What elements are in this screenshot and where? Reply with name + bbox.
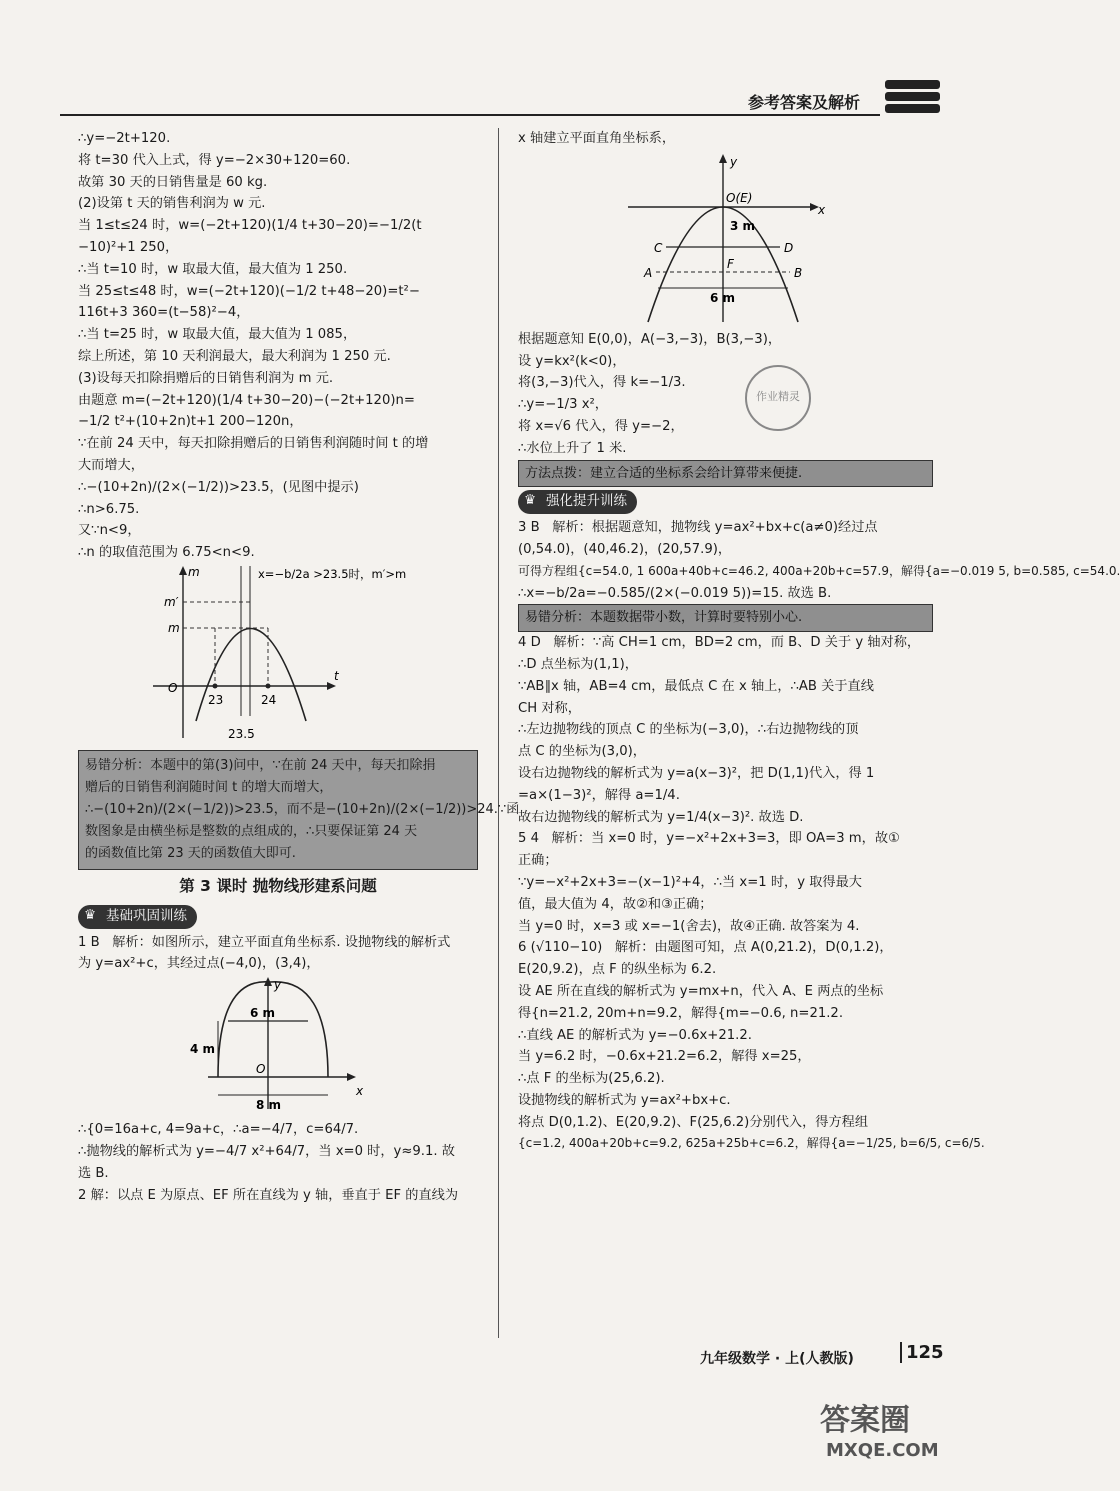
text-line: E(20,9.2)，点 F 的纵坐标为 6.2.: [518, 962, 717, 978]
right-column: [518, 128, 1120, 1155]
text-line: 当 25≤t≤48 时，w=(−2t+120)(−1/2 t+48−20)=t²−: [78, 283, 420, 299]
text-line: 设 AE 所在直线的解析式为 y=mx+n，代入 A、E 两点的坐标: [518, 983, 884, 999]
graph3-6m: 6 m: [710, 290, 736, 305]
text-line: 2 解：以点 E 为原点、EF 所在直线为 y 轴，垂直于 EF 的直线为: [78, 1187, 459, 1203]
graph1-origin: O: [168, 680, 178, 695]
text-line: 由题意 m=(−2t+120)(1/4 t+30−20)−(−2t+120)n=: [78, 392, 415, 408]
text-line: 又∵n<9，: [78, 523, 141, 539]
graph2-6m: 6 m: [250, 1006, 276, 1021]
t-axis-arrow: [327, 682, 336, 690]
text-line: ∴水位上升了 1 米.: [518, 440, 627, 456]
text-line: ∴{0=16a+c, 4=9a+c，∴a=−4/7，c=64/7.: [78, 1122, 359, 1138]
text-line: 当 y=6.2 时，−0.6x+21.2=6.2，解得 x=25，: [518, 1049, 811, 1065]
note-line: 的函数值比第 23 天的函数值大即可.: [85, 845, 296, 861]
footer-text: 九年级数学 · 上(人教版): [700, 1351, 854, 1367]
left-text-block-1: [78, 128, 478, 564]
point-23: [213, 683, 218, 688]
graph3-x-label: x: [818, 202, 826, 217]
arch-curve: [218, 982, 328, 1077]
text-line: ∵y=−x²+2x+3=−(x−1)²+4，∴当 x=1 时，y 取得最大: [518, 874, 862, 890]
text-line: 选 B.: [78, 1165, 109, 1181]
text-line: 设右边抛物线的解析式为 y=a(x−3)²，把 D(1,1)代入，得 1: [518, 765, 875, 781]
text-line: −1/2 t²+(10+2n)t+1 200−120n，: [78, 414, 303, 430]
y-axis-arrow: [719, 154, 727, 163]
graph3-y-label: y: [730, 154, 738, 169]
graph1-top-label: x=−b/2a >23.5时，m′>m: [258, 566, 407, 581]
page-header: [60, 70, 940, 120]
text-line: 116t+3 360=(t−58)²−4，: [78, 305, 250, 321]
graph3-c-label: C: [654, 240, 663, 255]
graph1-x235: 23.5: [228, 726, 255, 741]
graph2-4m: 4 m: [190, 1042, 216, 1057]
text-line: 点 C 的坐标为(3,0)，: [518, 744, 646, 760]
text-line: 正确；: [518, 853, 558, 869]
text-line: (3)设每天扣除捐赠后的日销售利润为 m 元.: [78, 370, 334, 386]
error-analysis-note: [78, 750, 520, 870]
watermark-logo: 答案圈: [820, 1403, 910, 1438]
parabola-curve: [196, 628, 306, 721]
text-line: 可得方程组{c=54.0, 1 600a+40b+c=46.2, 400a+20b+c=57.9，解得{a=−0.019 5, b=0.585, c=54.0.: [518, 563, 1120, 578]
graph2-y-label: y: [274, 978, 282, 993]
text-line: ∴n 的取值范围为 6.75<n<9.: [78, 545, 255, 561]
text-line: ∴x=−b/2a=−0.585/(2×(−0.019 5))=15. 故选 B.: [518, 585, 832, 601]
text-line: 1 B 解析：如图所示，建立平面直角坐标系. 设抛物线的解析式: [78, 934, 451, 950]
books-icon: [885, 80, 940, 116]
text-line: ∴y=−2t+120.: [78, 131, 171, 146]
graph1-mlabel: m: [168, 620, 180, 635]
graph2-8m: 8 m: [256, 1098, 282, 1113]
graph3-3m: 3 m: [730, 218, 756, 233]
profit-parabola-graph: [78, 566, 458, 746]
text-line: (2)设第 t 天的销售利润为 w 元.: [78, 196, 266, 212]
text-line: ∴直线 AE 的解析式为 y=−0.6x+21.2.: [518, 1027, 752, 1043]
text-line: ∴当 t=10 时，w 取最大值，最大值为 1 250.: [78, 261, 348, 277]
text-line: ∴n>6.75.: [78, 501, 140, 517]
text-line: 将 t=30 代入上式，得 y=−2×30+120=60.: [78, 152, 351, 168]
text-line: ∴点 F 的坐标为(25,6.2).: [518, 1071, 665, 1087]
text-line: 大而增大，: [78, 457, 144, 473]
column-divider: [498, 128, 499, 1338]
graph2-origin: O: [256, 1062, 266, 1077]
text-line: =a×(1−3)²，解得 a=1/4.: [518, 787, 680, 803]
text-line: ∴当 t=25 时，w 取最大值，最大值为 1 085，: [78, 327, 357, 343]
text-line: ∴左边抛物线的顶点 C 的坐标为(−3,0)，∴右边抛物线的顶: [518, 722, 859, 738]
page-number: 125: [900, 1342, 944, 1363]
graph3-d-label: D: [784, 240, 794, 255]
note-line: 数图象是由横坐标是整数的点组成的，∴只要保证第 24 天: [85, 823, 418, 839]
graph3-b-label: B: [794, 265, 803, 280]
text-line: CH 对称，: [518, 700, 581, 716]
watermark-url: MXQE.COM: [826, 1440, 939, 1461]
x-axis-arrow: [347, 1073, 356, 1081]
text-line: {c=1.2, 400a+20b+c=9.2, 625a+25b+c=6.2，解得{a=−1/25, b=6/5, c=6/5.: [518, 1136, 985, 1151]
graph1-t-label: t: [334, 668, 339, 683]
text-line: ∵在前 24 天中，每天扣除捐赠后的日销售利润随时间 t 的增: [78, 436, 429, 452]
banner-advanced: ♛ 强化提升训练: [518, 490, 637, 514]
text-line: (0,54.0)，(40,46.2)，(20,57.9)，: [518, 541, 732, 557]
text-line: 值，最大值为 4，故②和③正确；: [518, 896, 713, 912]
text-line: ∴D 点坐标为(1,1)，: [518, 656, 638, 672]
text-line: 将(3,−3)代入，得 k=−1/3.: [518, 375, 686, 391]
watermark-stamp: 作业精灵: [745, 365, 811, 431]
text-line: 将 x=√6 代入，得 y=−2，: [518, 418, 684, 434]
text-line: 当 1≤t≤24 时，w=(−2t+120)(1/4 t+30−20)=−1/2(t: [78, 218, 422, 234]
text-line: 当 y=0 时，x=3 或 x=−1(舍去)，故④正确. 故答案为 4.: [518, 918, 860, 934]
text-line: 设抛物线的解析式为 y=ax²+bx+c.: [518, 1092, 731, 1108]
header-rule: [60, 114, 880, 116]
text-line: 将点 D(0,1.2)、E(20,9.2)、F(25,6.2)分别代入，得方程组: [518, 1114, 869, 1130]
graph3-oe-label: O(E): [726, 190, 753, 205]
text-line: ∴y=−1/3 x²，: [518, 397, 608, 413]
graph3-f-label: F: [727, 256, 734, 271]
note-line: ∴−(10+2n)/(2×(−1/2))>23.5，而不是−(10+2n)/(2×(−1/2))>24.∵函: [85, 801, 520, 817]
bridge-parabola-graph: [518, 152, 918, 327]
text-line: 为 y=ax²+c，其经过点(−4,0)，(3,4)，: [78, 956, 320, 972]
text-line: ∴抛物线的解析式为 y=−4/7 x²+64/7，当 x=0 时，y≈9.1. 故: [78, 1143, 455, 1159]
arch-parabola-graph: [78, 977, 458, 1117]
left-column: [78, 128, 520, 1206]
graph1-x23: 23: [208, 692, 224, 707]
header-title: 参考答案及解析: [747, 93, 860, 112]
text-line: −10)²+1 250，: [78, 239, 179, 255]
text-line: x 轴建立平面直角坐标系，: [518, 131, 676, 146]
banner-basic: ♛ 基础巩固训练: [78, 905, 197, 929]
graph1-mprime-label: m′: [164, 594, 179, 609]
text-line: ∵AB∥x 轴，AB=4 cm，最低点 C 在 x 轴上，∴AB 关于直线: [518, 678, 874, 694]
text-line: 得{n=21.2, 20m+n=9.2，解得{m=−0.6, n=21.2.: [518, 1005, 844, 1021]
text-line: 6 (√110−10) 解析：由题图可知，点 A(0,21.2)，D(0,1.2)，: [518, 940, 893, 956]
text-line: 故第 30 天的日销售量是 60 kg.: [78, 174, 268, 190]
point-24: [266, 683, 271, 688]
text-line: 根据题意知 E(0,0)，A(−3,−3)，B(3,−3)，: [518, 331, 782, 347]
error-analysis-note-2: 易错分析：本题数据带小数，计算时要特别小心.: [518, 604, 933, 632]
note-line: 易错分析：本题中的第(3)问中，∵在前 24 天中，每天扣除捐: [85, 757, 436, 773]
text-line: 故右边抛物线的解析式为 y=1/4(x−3)². 故选 D.: [518, 809, 804, 825]
text-line: 5 4 解析：当 x=0 时，y=−x²+2x+3=3，即 OA=3 m，故①: [518, 831, 900, 847]
graph1-m-label: m: [188, 564, 200, 579]
graph2-x-label: x: [356, 1084, 364, 1099]
graph1-x24: 24: [261, 692, 277, 707]
m-axis-arrow: [179, 566, 187, 575]
text-line: 3 B 解析：根据题意知，抛物线 y=ax²+bx+c(a≠0)经过点: [518, 520, 878, 536]
text-line: ∴−(10+2n)/(2×(−1/2))>23.5，(见图中提示): [78, 479, 359, 495]
text-line: 设 y=kx²(k<0)，: [518, 353, 626, 369]
text-line: 综上所述，第 10 天利润最大，最大利润为 1 250 元.: [78, 348, 391, 364]
method-tip-note: 方法点拨：建立合适的坐标系会给计算带来便捷.: [518, 460, 933, 488]
note-line: 赠后的日销售利润随时间 t 的增大而增大，: [85, 779, 333, 795]
section-title: 第 3 课时 抛物线形建系问题: [179, 876, 377, 895]
graph3-a-label: A: [644, 265, 653, 280]
text-line: 4 D 解析：∵高 CH=1 cm，BD=2 cm，而 B、D 关于 y 轴对称，: [518, 635, 921, 651]
